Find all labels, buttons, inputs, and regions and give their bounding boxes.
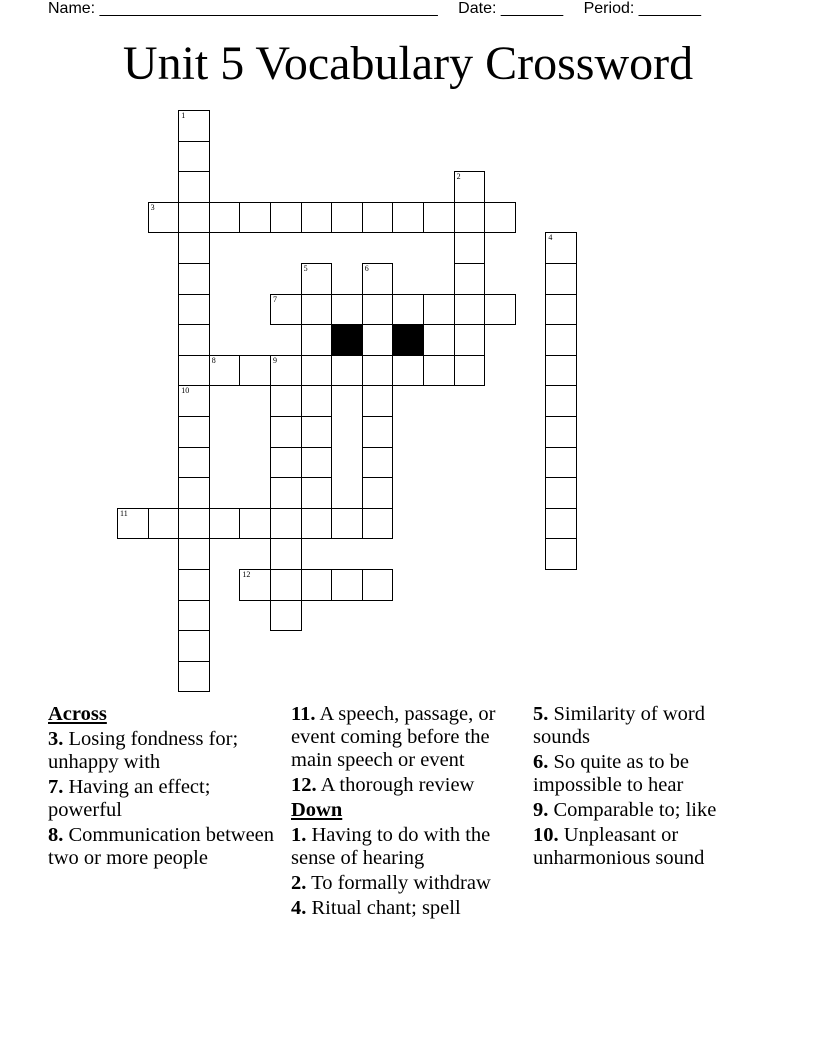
crossword-cell[interactable] <box>178 538 210 570</box>
crossword-cell[interactable] <box>362 416 394 448</box>
crossword-cell[interactable] <box>362 508 394 540</box>
crossword-cell[interactable] <box>362 355 394 387</box>
clue-across-12 <box>291 774 529 797</box>
crossword-cell[interactable] <box>178 355 210 387</box>
crossword-cell[interactable] <box>178 141 210 173</box>
crossword-cell[interactable] <box>301 355 333 387</box>
clue-number: 2. <box>291 872 307 894</box>
clue-down-5 <box>533 703 763 749</box>
crossword-cell[interactable] <box>362 477 394 509</box>
crossword-black-cell <box>331 324 363 356</box>
clues-column-2 <box>291 703 529 922</box>
clue-text: Ritual chant; spell <box>311 897 461 919</box>
clue-number-label: 4 <box>548 233 553 243</box>
clue-text: Similarity of word sounds <box>533 703 705 748</box>
crossword-cell[interactable] <box>270 508 302 540</box>
crossword-cell[interactable] <box>545 294 577 326</box>
crossword-cell[interactable] <box>301 477 333 509</box>
clue-number-label: 10 <box>181 386 190 396</box>
crossword-cell[interactable] <box>209 202 241 234</box>
crossword-cell[interactable] <box>178 600 210 632</box>
crossword-cell[interactable] <box>545 447 577 479</box>
crossword-cell[interactable] <box>301 385 333 417</box>
crossword-cell[interactable] <box>423 202 455 234</box>
clues-column-3 <box>533 703 763 872</box>
crossword-black-cell <box>392 324 424 356</box>
crossword-cell[interactable] <box>331 202 363 234</box>
crossword-cell[interactable] <box>362 324 394 356</box>
clue-number-label: 6 <box>364 264 369 273</box>
clue-across-3 <box>48 728 278 774</box>
crossword-cell[interactable] <box>545 416 577 448</box>
crossword-cell[interactable] <box>178 324 210 356</box>
clue-number: 1. <box>291 824 307 846</box>
clue-number-label: 11 <box>120 508 128 518</box>
crossword-cell[interactable] <box>545 385 577 417</box>
crossword-cell[interactable] <box>178 477 210 509</box>
crossword-cell[interactable] <box>301 202 333 234</box>
crossword-cell[interactable] <box>545 263 577 295</box>
crossword-cell[interactable] <box>270 477 302 509</box>
crossword-cell[interactable] <box>392 355 424 387</box>
clue-text: A thorough review <box>320 774 475 796</box>
clues-column-1 <box>48 703 278 872</box>
clue-down-9 <box>533 799 763 822</box>
clue-number-label: 1 <box>181 111 186 120</box>
clue-number: 8. <box>48 824 64 846</box>
crossword-cell[interactable] <box>301 324 333 356</box>
crossword-cell[interactable] <box>178 110 210 142</box>
clue-number: 7. <box>48 776 64 798</box>
crossword-cell[interactable] <box>270 294 302 326</box>
crossword-cell[interactable] <box>178 661 210 693</box>
clue-down-2 <box>291 872 529 895</box>
crossword-cell[interactable] <box>362 385 394 417</box>
crossword-cell[interactable] <box>178 630 210 662</box>
crossword-cell[interactable] <box>178 508 210 540</box>
crossword-cell[interactable] <box>178 171 210 203</box>
crossword-cell[interactable] <box>270 355 302 387</box>
clue-across-8 <box>48 824 278 870</box>
crossword-cell[interactable] <box>209 508 241 540</box>
crossword-cell[interactable] <box>392 294 424 326</box>
crossword-cell[interactable] <box>545 324 577 356</box>
clue-across-11 <box>291 703 529 772</box>
crossword-cell[interactable] <box>545 538 577 570</box>
clue-down-10 <box>533 824 763 870</box>
crossword-cell[interactable] <box>270 202 302 234</box>
crossword-cell[interactable] <box>301 416 333 448</box>
clue-text: Comparable to; like <box>553 799 717 821</box>
clue-number-label: 12 <box>242 570 251 579</box>
clue-number: 9. <box>533 799 549 821</box>
crossword-cell[interactable] <box>270 600 302 632</box>
crossword-cell[interactable] <box>301 447 333 479</box>
crossword-cell[interactable] <box>270 447 302 479</box>
clue-text: Communication between two or more people <box>48 824 275 869</box>
crossword-cell[interactable] <box>148 508 180 540</box>
crossword-cell[interactable] <box>209 355 241 387</box>
crossword-cell[interactable] <box>423 355 455 387</box>
crossword-cell[interactable] <box>331 569 363 601</box>
crossword-cell[interactable] <box>178 416 210 448</box>
crossword-cell[interactable] <box>454 202 486 234</box>
crossword-cell[interactable] <box>362 447 394 479</box>
crossword-cell[interactable] <box>178 569 210 601</box>
clue-number: 11. <box>291 703 316 725</box>
across-heading: Across <box>48 703 107 725</box>
crossword-cell[interactable] <box>239 202 271 234</box>
crossword-cell[interactable] <box>117 508 149 540</box>
crossword-cell[interactable] <box>484 202 516 234</box>
crossword-cell[interactable] <box>270 416 302 448</box>
clue-number: 3. <box>48 728 64 750</box>
crossword-cell[interactable] <box>454 263 486 295</box>
page-title: Unit 5 Vocabulary Crossword <box>122 37 694 90</box>
clue-number-label: 7 <box>273 294 277 304</box>
clue-number-label: 8 <box>211 355 216 365</box>
crossword-cell[interactable] <box>148 202 180 234</box>
crossword-cell[interactable] <box>545 508 577 540</box>
crossword-cell[interactable] <box>178 385 210 417</box>
crossword-cell[interactable] <box>178 294 210 326</box>
clue-number-label: 2 <box>456 172 461 182</box>
clue-number: 10. <box>533 824 559 846</box>
name-field-label: Name: ______________________________________ <box>48 0 438 17</box>
clue-number: 4. <box>291 897 307 919</box>
crossword-cell[interactable] <box>454 355 486 387</box>
down-heading: Down <box>291 799 343 821</box>
clue-down-6 <box>533 751 763 797</box>
crossword-cell[interactable] <box>239 355 271 387</box>
crossword-cell[interactable] <box>362 569 394 601</box>
crossword-cell[interactable] <box>545 477 577 509</box>
crossword-cell[interactable] <box>545 355 577 387</box>
crossword-cell[interactable] <box>270 569 302 601</box>
crossword-cell[interactable] <box>301 508 333 540</box>
clue-across-7 <box>48 776 278 822</box>
crossword-cell[interactable] <box>454 324 486 356</box>
clue-number: 12. <box>291 774 317 796</box>
clue-text: Unpleasant or unharmonious sound <box>533 824 705 869</box>
crossword-cell[interactable] <box>362 294 394 326</box>
clue-text: So quite as to be impossible to hear <box>533 751 690 796</box>
period-field-label: Period: _______ <box>583 0 702 17</box>
clue-number: 6. <box>533 751 549 773</box>
crossword-cell[interactable] <box>301 569 333 601</box>
clue-number-label: 5 <box>303 264 308 273</box>
clue-down-4 <box>291 897 529 920</box>
clue-text: Losing fondness for; unhappy with <box>48 728 239 773</box>
clue-text: To formally withdraw <box>311 872 491 894</box>
crossword-cell[interactable] <box>239 508 271 540</box>
crossword-cell[interactable] <box>178 232 210 264</box>
crossword-cell[interactable] <box>362 202 394 234</box>
crossword-cell[interactable] <box>362 263 394 295</box>
crossword-cell[interactable] <box>454 294 486 326</box>
crossword-cell[interactable] <box>270 538 302 570</box>
crossword-cell[interactable] <box>301 294 333 326</box>
crossword-cell[interactable] <box>270 385 302 417</box>
crossword-cell[interactable] <box>423 294 455 326</box>
crossword-cell[interactable] <box>331 355 363 387</box>
clue-down-1 <box>291 824 529 870</box>
crossword-cell[interactable] <box>454 232 486 264</box>
clue-text: Having to do with the sense of hearing <box>291 824 491 869</box>
crossword-cell[interactable] <box>392 202 424 234</box>
crossword-cell[interactable] <box>331 508 363 540</box>
date-field-label: Date: _______ <box>458 0 564 17</box>
clue-number-label: 9 <box>273 355 277 365</box>
crossword-cell[interactable] <box>301 263 333 295</box>
crossword-cell[interactable] <box>178 263 210 295</box>
crossword-cell[interactable] <box>331 294 363 326</box>
crossword-cell[interactable] <box>545 232 577 264</box>
clue-number: 5. <box>533 703 549 725</box>
crossword-cell[interactable] <box>484 294 516 326</box>
clue-text: Having an effect; powerful <box>48 776 211 821</box>
crossword-cell[interactable] <box>178 202 210 234</box>
crossword-cell[interactable] <box>239 569 271 601</box>
clue-text: A speech, passage, or event coming before the main speech or event <box>291 703 496 771</box>
crossword-cell[interactable] <box>454 171 486 203</box>
clue-number-label: 3 <box>150 202 155 212</box>
crossword-cell[interactable] <box>178 447 210 479</box>
